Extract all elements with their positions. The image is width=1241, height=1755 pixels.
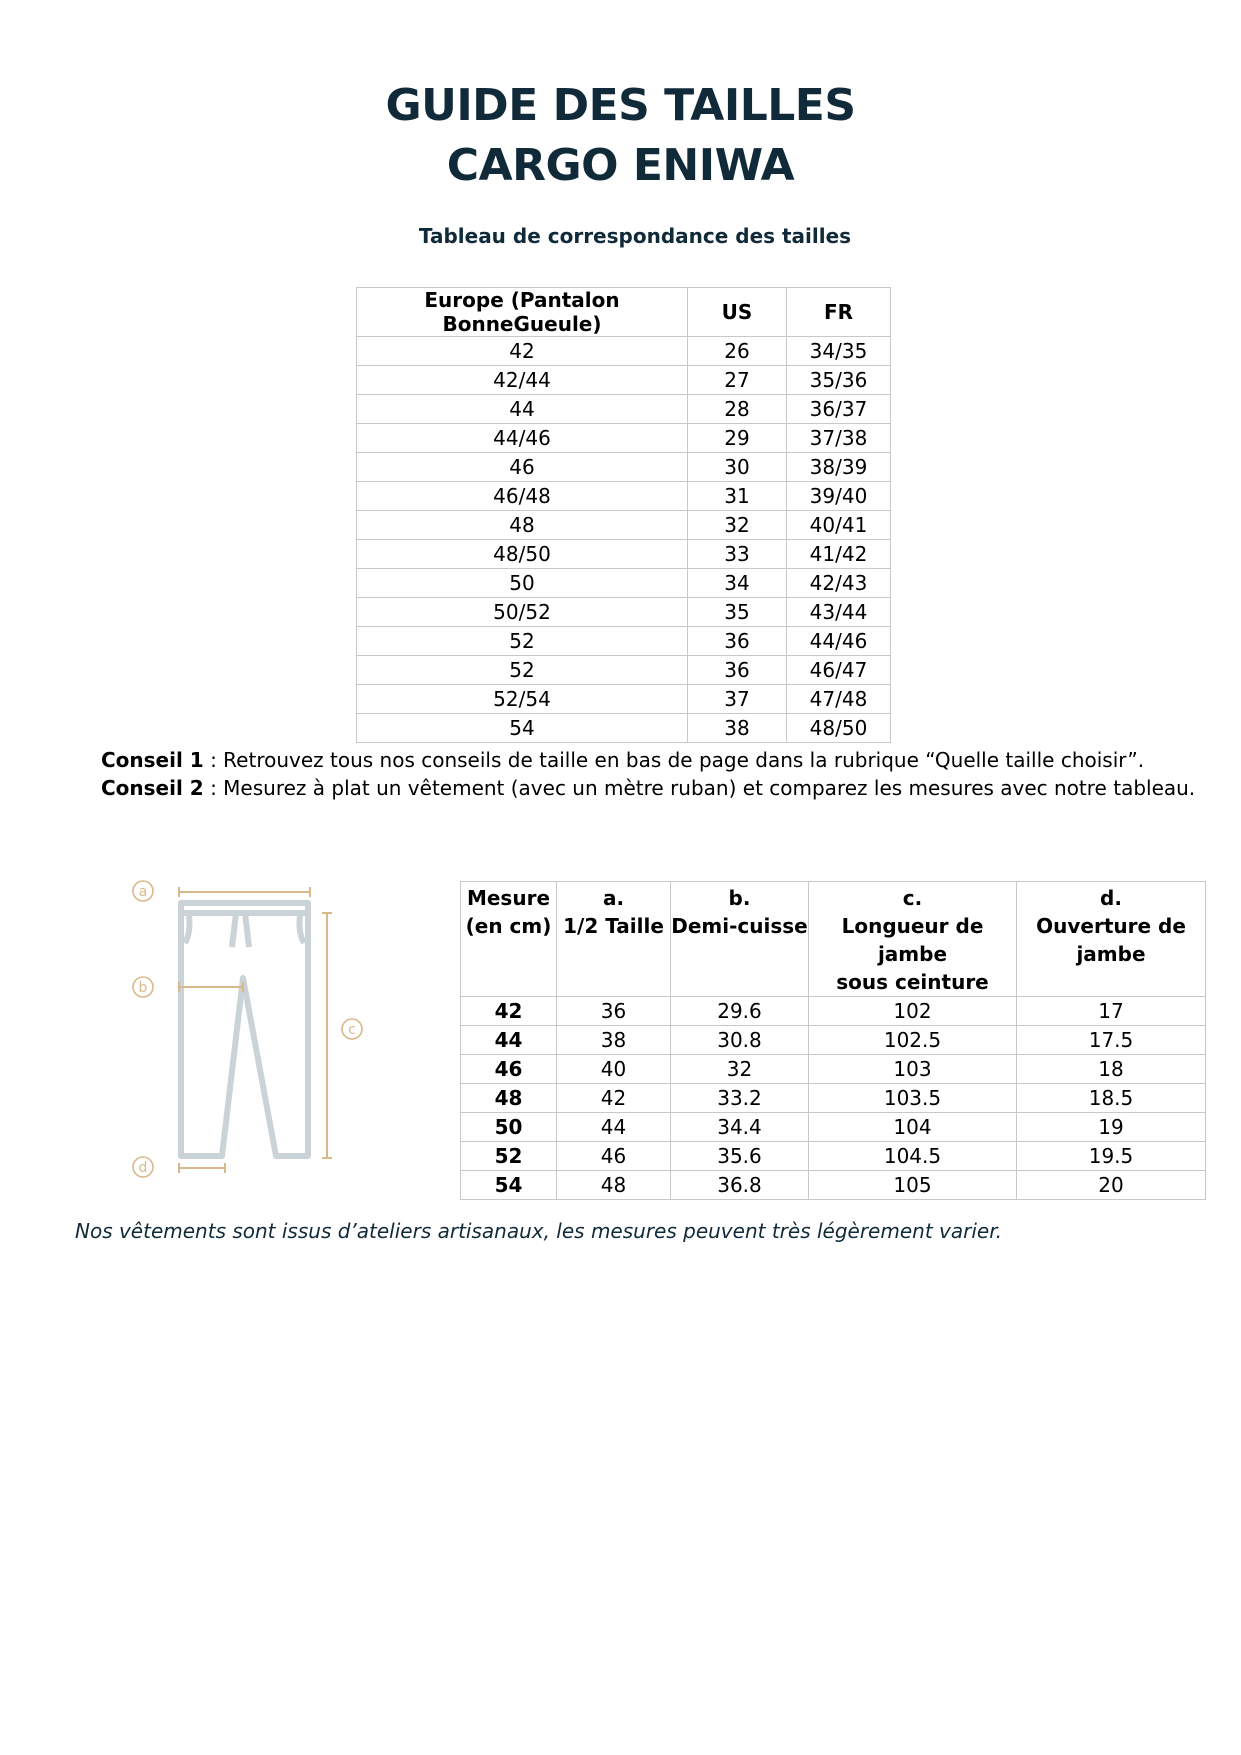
header-line: a. xyxy=(602,886,625,910)
table-cell: 44/46 xyxy=(357,424,688,453)
measure-d-line xyxy=(179,1163,225,1173)
marker-a-label: a xyxy=(138,884,148,900)
table-cell: 54 xyxy=(357,714,688,743)
header-line: Demi-cuisse xyxy=(671,914,808,938)
table-cell: 48 xyxy=(461,1084,557,1113)
table-row xyxy=(357,424,891,453)
table-cell: 44/46 xyxy=(787,627,891,656)
header-line: d. xyxy=(1100,886,1122,910)
tip-1-text: : Retrouvez tous nos conseils de taille en bas de page dans la rubrique “Quelle taille choisir”. xyxy=(203,748,1145,772)
table-cell: 105 xyxy=(809,1171,1017,1200)
table-cell: 36/37 xyxy=(787,395,891,424)
header-us: US xyxy=(688,288,787,337)
measure-c-line xyxy=(322,913,332,1158)
table-cell: 20 xyxy=(1017,1171,1206,1200)
table-cell: 33 xyxy=(688,540,787,569)
table-cell: 44 xyxy=(461,1026,557,1055)
table-cell: 40 xyxy=(557,1055,671,1084)
table-cell: 32 xyxy=(671,1055,809,1084)
table-cell: 31 xyxy=(688,482,787,511)
table-cell: 35.6 xyxy=(671,1142,809,1171)
table-row xyxy=(357,627,891,656)
marker-c-label: c xyxy=(348,1022,356,1038)
table-cell: 50 xyxy=(461,1113,557,1142)
table-cell: 39/40 xyxy=(787,482,891,511)
table-cell: 102 xyxy=(809,997,1017,1026)
table-cell: 46/48 xyxy=(357,482,688,511)
table-cell: 30 xyxy=(688,453,787,482)
table-row xyxy=(461,997,1206,1026)
table-cell: 104.5 xyxy=(809,1142,1017,1171)
title-line-2: CARGO ENIWA xyxy=(446,140,795,191)
table-cell: 52 xyxy=(461,1142,557,1171)
table-cell: 34/35 xyxy=(787,337,891,366)
table-cell: 48/50 xyxy=(787,714,891,743)
table-cell: 42 xyxy=(357,337,688,366)
table-cell: 35/36 xyxy=(787,366,891,395)
table-header-row xyxy=(461,882,1206,997)
table-cell: 17 xyxy=(1017,997,1206,1026)
table-cell: 46 xyxy=(557,1142,671,1171)
table-cell: 37/38 xyxy=(787,424,891,453)
pants-measurement-diagram xyxy=(125,875,375,1180)
correspondence-body xyxy=(357,337,891,743)
header-line: Longueur de jambe xyxy=(841,914,984,966)
table-cell: 54 xyxy=(461,1171,557,1200)
table-cell: 42/44 xyxy=(357,366,688,395)
marker-b-label: b xyxy=(138,980,148,996)
table-row xyxy=(357,540,891,569)
table-cell: 52/54 xyxy=(357,685,688,714)
table-row xyxy=(357,656,891,685)
table-cell: 43/44 xyxy=(787,598,891,627)
header-line: 1/2 Taille xyxy=(563,914,664,938)
header-line: b. xyxy=(728,886,751,910)
table-header-row xyxy=(357,288,891,337)
header-line: (en cm) xyxy=(465,914,552,938)
table-cell: 46 xyxy=(461,1055,557,1084)
header-line: c. xyxy=(902,886,923,910)
table-row xyxy=(357,598,891,627)
size-correspondence-table xyxy=(356,287,891,743)
tip-2-text: : Mesurez à plat un vêtement (avec un mètre ruban) et comparez les mesures avec notre tableau. xyxy=(203,776,1196,800)
table-cell: 36.8 xyxy=(671,1171,809,1200)
table-cell: 52 xyxy=(357,656,688,685)
table-cell: 18.5 xyxy=(1017,1084,1206,1113)
page-subtitle: Tableau de correspondance des tailles xyxy=(418,224,852,248)
table-cell: 29.6 xyxy=(671,997,809,1026)
table-cell: 40/41 xyxy=(787,511,891,540)
table-cell: 38/39 xyxy=(787,453,891,482)
table-cell: 103.5 xyxy=(809,1084,1017,1113)
table-row xyxy=(357,453,891,482)
table-cell: 18 xyxy=(1017,1055,1206,1084)
table-row xyxy=(461,1142,1206,1171)
table-cell: 38 xyxy=(557,1026,671,1055)
table-cell: 52 xyxy=(357,627,688,656)
measurement-table xyxy=(460,881,1206,1200)
table-cell: 34.4 xyxy=(671,1113,809,1142)
table-cell: 41/42 xyxy=(787,540,891,569)
table-row xyxy=(461,1113,1206,1142)
table-row xyxy=(357,395,891,424)
footnote: Nos vêtements sont issus d’ateliers artisanaux, les mesures peuvent très légèrement varier. xyxy=(75,1219,1002,1243)
table-cell: 50/52 xyxy=(357,598,688,627)
marker-b-icon xyxy=(133,977,153,997)
table-cell: 28 xyxy=(688,395,787,424)
table-cell: 29 xyxy=(688,424,787,453)
title-line-1: GUIDE DES TAILLES xyxy=(385,80,856,131)
table-cell: 30.8 xyxy=(671,1026,809,1055)
table-row xyxy=(461,1026,1206,1055)
measure-a-line xyxy=(179,887,310,897)
table-cell: 36 xyxy=(688,656,787,685)
table-cell: 104 xyxy=(809,1113,1017,1142)
table-cell: 33.2 xyxy=(671,1084,809,1113)
marker-c-icon xyxy=(342,1019,362,1039)
table-cell: 46 xyxy=(357,453,688,482)
tip-1 xyxy=(101,748,1144,772)
table-cell: 47/48 xyxy=(787,685,891,714)
header-mesure xyxy=(461,882,557,997)
table-row xyxy=(357,482,891,511)
header-line: Mesure xyxy=(466,886,551,910)
table-cell: 26 xyxy=(688,337,787,366)
header-leg-length xyxy=(809,882,1017,997)
table-row xyxy=(461,1055,1206,1084)
table-cell: 48 xyxy=(557,1171,671,1200)
measure-b-line xyxy=(179,982,243,992)
tip-1-label: Conseil 1 xyxy=(101,748,204,772)
table-cell: 36 xyxy=(557,997,671,1026)
header-fr: FR xyxy=(787,288,891,337)
table-cell: 19 xyxy=(1017,1113,1206,1142)
table-cell: 37 xyxy=(688,685,787,714)
table-row xyxy=(357,685,891,714)
header-line: sous ceinture xyxy=(836,970,989,994)
tip-2-label: Conseil 2 xyxy=(101,776,204,800)
table-row xyxy=(357,569,891,598)
table-cell: 102.5 xyxy=(809,1026,1017,1055)
table-cell: 38 xyxy=(688,714,787,743)
table-cell: 35 xyxy=(688,598,787,627)
table-cell: 34 xyxy=(688,569,787,598)
table-cell: 42 xyxy=(461,997,557,1026)
tip-2 xyxy=(101,776,1195,800)
header-line: jambe xyxy=(1076,942,1146,966)
header-leg-opening xyxy=(1017,882,1206,997)
table-row xyxy=(357,366,891,395)
table-row xyxy=(461,1171,1206,1200)
table-cell: 48/50 xyxy=(357,540,688,569)
table-cell: 48 xyxy=(357,511,688,540)
table-cell: 42/43 xyxy=(787,569,891,598)
table-cell: 17.5 xyxy=(1017,1026,1206,1055)
measurement-body xyxy=(461,997,1206,1200)
marker-d-label: d xyxy=(138,1160,148,1176)
header-europe: Europe (Pantalon BonneGueule) xyxy=(357,288,688,337)
table-row xyxy=(357,337,891,366)
table-cell: 44 xyxy=(557,1113,671,1142)
header-line: Ouverture de xyxy=(1036,914,1186,938)
table-cell: 103 xyxy=(809,1055,1017,1084)
table-cell: 36 xyxy=(688,627,787,656)
table-cell: 27 xyxy=(688,366,787,395)
table-cell: 19.5 xyxy=(1017,1142,1206,1171)
header-half-thigh xyxy=(671,882,809,997)
table-cell: 50 xyxy=(357,569,688,598)
table-row xyxy=(357,511,891,540)
table-cell: 42 xyxy=(557,1084,671,1113)
table-cell: 44 xyxy=(357,395,688,424)
pants-illustration xyxy=(181,903,308,1156)
header-half-waist xyxy=(557,882,671,997)
marker-a-icon xyxy=(133,881,153,901)
table-cell: 32 xyxy=(688,511,787,540)
table-row xyxy=(461,1084,1206,1113)
table-row xyxy=(357,714,891,743)
table-cell: 46/47 xyxy=(787,656,891,685)
page-title xyxy=(0,76,1241,196)
marker-d-icon xyxy=(133,1157,153,1177)
